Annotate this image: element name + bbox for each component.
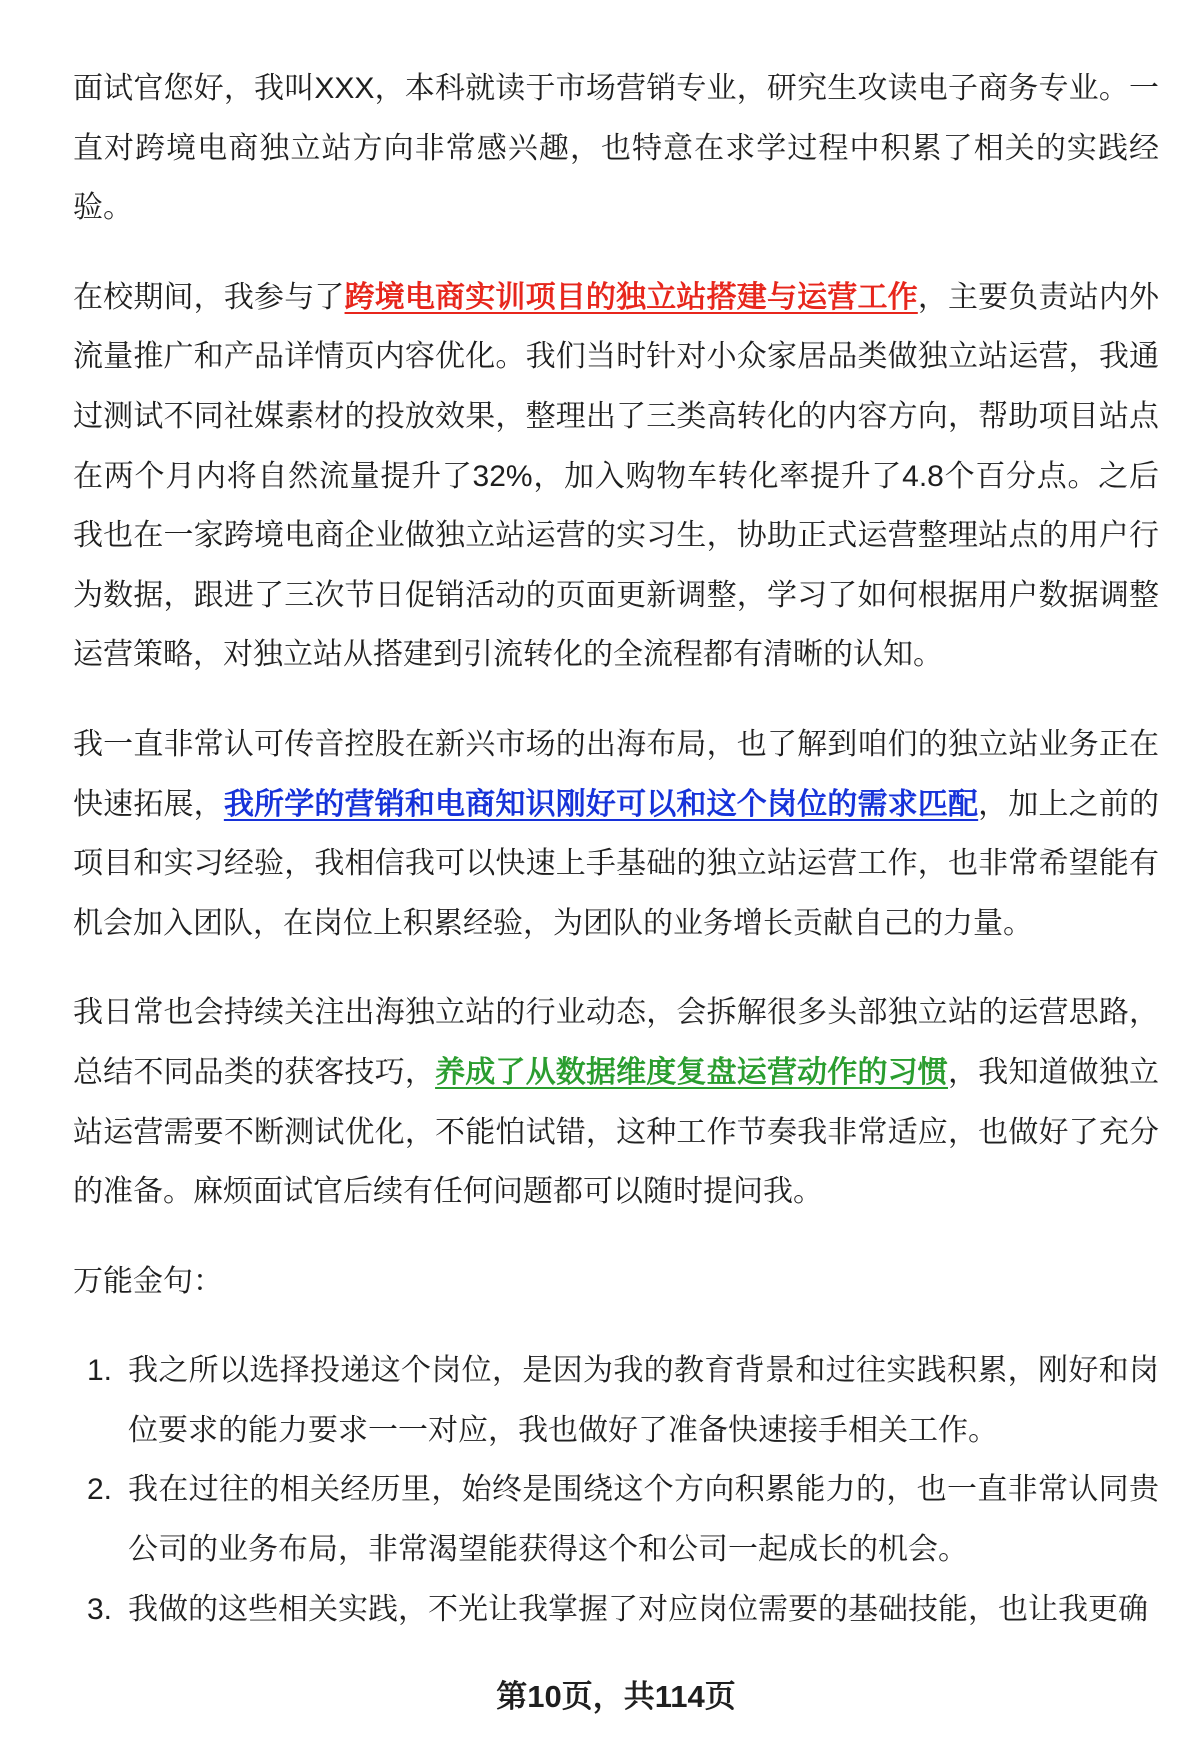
paragraph-company-fit <box>73 715 1159 953</box>
list-item-number: 1. <box>87 1354 113 1388</box>
list-item-number: 2. <box>87 1473 113 1507</box>
highlight-red-text: 跨境电商实训项目的独立站搭建与运营工作 <box>344 280 918 314</box>
paragraph-text: 面试官您好，我叫XXX，本科就读于市场营销专业，研究生攻读电子商务专业。一直对跨境电商独立站方向非常感兴趣，也特意在求学过程中积累了相关的实践经验。 <box>73 72 1159 225</box>
page-number-footer: 第10页，共114页 <box>496 1679 736 1714</box>
list-item-text: 我在过往的相关经历里，始终是围绕这个方向积累能力的，也一直非常认同贵公司的业务布局，非常渴望能获得这个和公司一起成长的机会。 <box>128 1473 1159 1567</box>
paragraph-text: ，加上之前的项目和实习经验，我相信我可以快速上手基础的独立站运营工作，也非常希望能有机会加入团队，在岗位上积累经验，为团队的业务增长贡献自己的力量。 <box>73 787 1160 940</box>
paragraph-text: 我一直非常认可传音控股在新兴市场的出海布局，也了解到咱们的独立站业务正在快速拓展， <box>73 727 1159 821</box>
paragraph-text: ，主要负责站内外流量推广和产品详情页内容优化。我们当时针对小众家居品类做独立站运营，我通过测试不同社媒素材的投放效果，整理出了三类高转化的内容方向，帮助项目站点在两个月内将自然流量提升了32%，加入购物车转化率提升了4.8个百分点。之后我也在一家跨境电商企业做独立站运营的实习生，协助正式运营整理站点的用户行为数据，跟进了三次节日促销活动的页面更新调整，学习了如何根据用户数据调整运营策略，对独立站从搭建到引流转化的全流程都有清晰的认知。 <box>73 280 1160 672</box>
highlight-green-text: 养成了从数据维度复盘运营动作的习惯 <box>435 1055 948 1089</box>
list-item <box>73 1341 1159 1460</box>
list-item-number: 3. <box>87 1592 113 1626</box>
paragraph-self-introduction <box>73 59 1159 238</box>
paragraph-campus-experience <box>73 268 1159 685</box>
golden-phrases-list <box>73 1341 1159 1639</box>
list-item <box>73 1580 1159 1640</box>
document-body <box>73 59 1159 1639</box>
section-heading-golden-phrases <box>73 1252 1159 1312</box>
paragraph-text: ，我知道做独立站运营需要不断测试优化，不能怕试错，这种工作节奏我非常适应，也做好了充分的准备。麻烦面试官后续有任何问题都可以随时提问我。 <box>73 1055 1160 1209</box>
highlight-blue-text: 我所学的营销和电商知识刚好可以和这个岗位的需求匹配 <box>223 787 979 821</box>
list-item-text: 我之所以选择投递这个岗位，是因为我的教育背景和过往实践积累，刚好和岗位要求的能力要求一一对应，我也做好了准备快速接手相关工作。 <box>128 1354 1159 1447</box>
paragraph-text: 我日常也会持续关注出海独立站的行业动态，会拆解很多头部独立站的运营思路，总结不同品类的获客技巧， <box>73 996 1159 1089</box>
list-item <box>73 1460 1159 1579</box>
list-item-text: 我做的这些相关实践，不光让我掌握了对应岗位需要的基础技能，也让我更确 <box>128 1592 1148 1626</box>
heading-text: 万能金句： <box>73 1264 223 1298</box>
paragraph-text: 在校期间，我参与了 <box>73 280 345 314</box>
paragraph-daily-habits <box>73 983 1159 1221</box>
